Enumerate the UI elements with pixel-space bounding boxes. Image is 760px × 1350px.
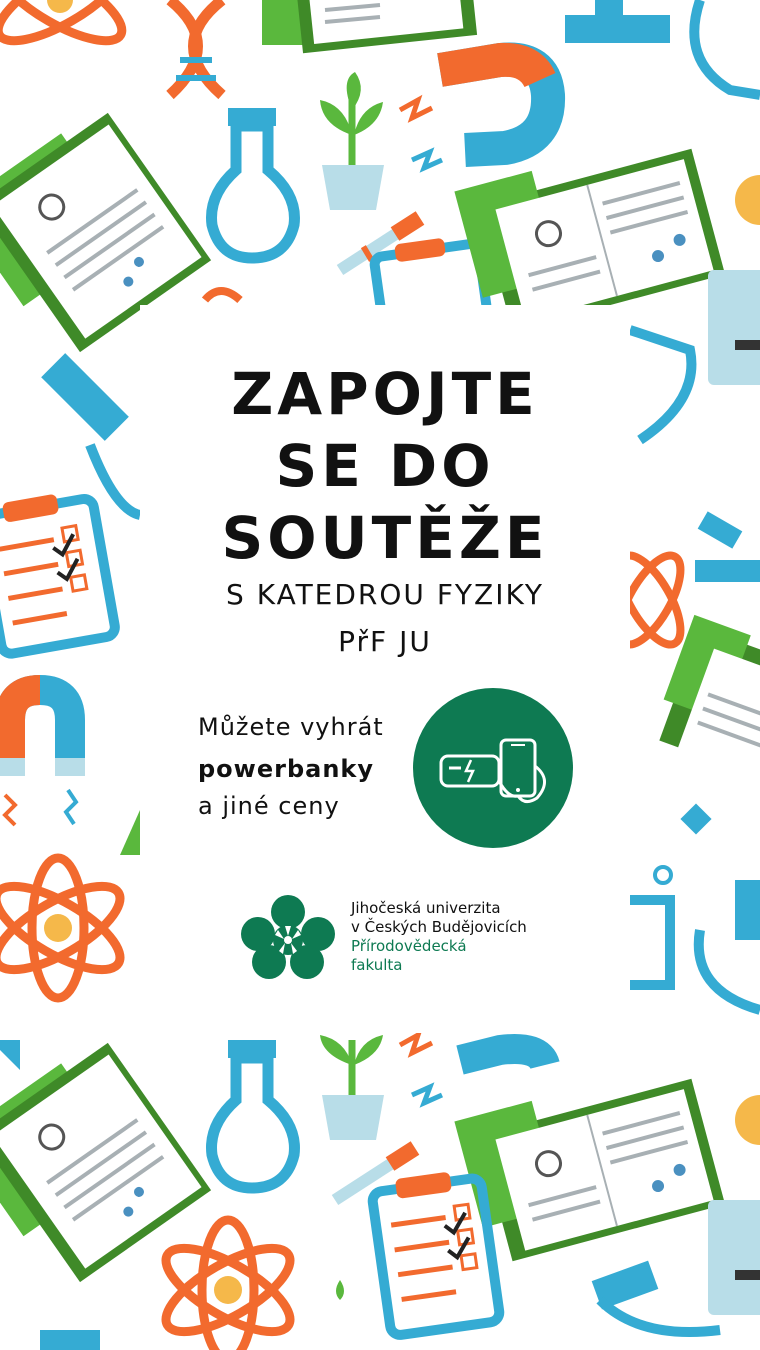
faculty-name-line-1: Přírodovědecká — [351, 937, 467, 955]
subline-department: S KATEDROU FYZIKY — [226, 578, 544, 611]
book-icon — [262, 0, 477, 53]
magnet-icon — [0, 690, 85, 825]
atom-icon — [0, 0, 133, 56]
prize-text-line-1: Můžete vyhrát — [198, 713, 384, 741]
university-name-line-2: v Českých Budějovicích — [351, 918, 527, 936]
plant-icon — [320, 72, 384, 210]
headline-line-2: SE DO — [275, 432, 495, 500]
flask-icon — [212, 108, 295, 258]
microscope-icon — [565, 0, 760, 95]
headline-line-3: SOUTĚŽE — [221, 504, 549, 572]
book-icon — [454, 1059, 725, 1266]
powerbank-phone-icon — [413, 688, 573, 848]
prize-text-line-2: powerbanky — [198, 755, 375, 783]
dna-icon — [170, 0, 222, 95]
clipboard-icon — [0, 488, 116, 656]
book-icon — [0, 1035, 211, 1294]
magnet-icon — [400, 1035, 545, 1103]
plant-icon — [320, 1035, 384, 1140]
content-card — [140, 305, 630, 1033]
flask-icon — [212, 1040, 295, 1188]
magnet-icon — [400, 59, 548, 168]
atom-icon — [154, 1220, 301, 1350]
prize-text-line-3: a jiné ceny — [198, 792, 340, 820]
subline-faculty: PřF JU — [338, 625, 432, 658]
clipboard-icon — [370, 1167, 501, 1336]
microscope-icon — [41, 353, 140, 515]
prize-circle — [413, 688, 573, 848]
university-name-line-1: Jihočeská univerzita — [351, 899, 501, 917]
headline-line-1: ZAPOJTE — [231, 360, 539, 428]
atom-icon — [0, 858, 132, 998]
university-logo — [238, 890, 338, 980]
faculty-name-line-2: fakulta — [351, 956, 403, 974]
